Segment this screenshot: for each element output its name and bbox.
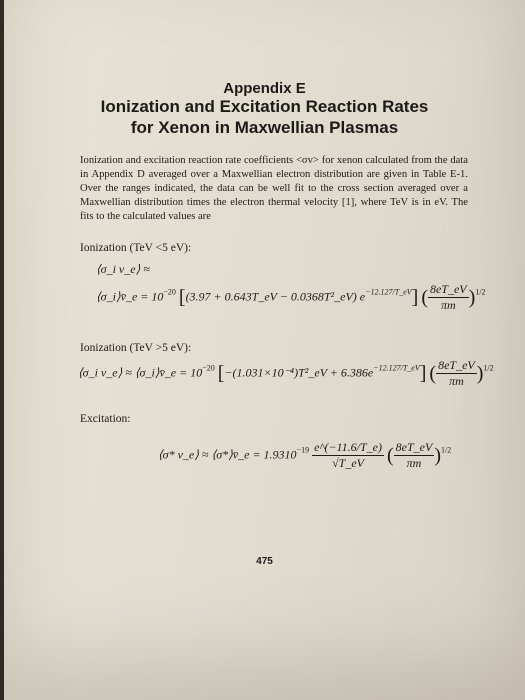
eq3-close-paren: ): [434, 444, 441, 467]
eq1-close-bracket: ]: [411, 286, 419, 309]
eq3-open-paren: (: [387, 444, 394, 467]
eq1-exp-term: e: [359, 289, 366, 304]
appendix-label: Appendix E: [223, 80, 306, 97]
eq1-maxwell-fraction: [428, 282, 469, 313]
eq2-open-bracket: [: [217, 362, 225, 385]
intro-paragraph: Ionization and excitation reaction rate coefficients <σv> for xenon calculated from the data in Appendix D averaged over a Maxwellian electron distribution are given in Table E-1. Over the ranges indicated, the data can be well fit to the cross section averaged over a Maxwellian distribution times the electron thermal velocity [1], where TeV is in eV. The fits to the calculated values are: [80, 155, 468, 223]
eq2-lhs: ⟨σ_i v_e⟩ ≈ ⟨σ_i⟩v̄_e = 10: [78, 365, 203, 380]
eq2-maxwell-fraction: [436, 358, 477, 389]
eq2-coeff-exp: −20: [202, 363, 215, 373]
eq3-lhs: ⟨σ* v_e⟩ ≈ ⟨σ*⟩v̄_e = 1.9310: [158, 447, 297, 462]
excitation-label: Excitation:: [80, 413, 131, 425]
page-number: 475: [256, 556, 273, 567]
eq1-open-paren: (: [421, 286, 428, 309]
eq1-coeff: ⟨σ_i⟩v̄_e = 10: [96, 289, 164, 304]
eq3-frac-num: e^(−11.6/T_e): [314, 440, 382, 454]
ionization-low-label: Ionization (TeV <5 eV):: [80, 242, 192, 254]
eq3-maxwell-power: 1/2: [441, 445, 452, 455]
eq1-bracket: (3.97 + 0.643T_eV − 0.0368T²_eV): [185, 289, 357, 304]
eq2-close-bracket: ]: [419, 362, 427, 385]
eq1-close-paren: ): [468, 286, 476, 309]
eq1-maxwell-den: πm: [440, 298, 456, 312]
ionization-high-label: Ionization (TeV >5 eV):: [80, 342, 192, 354]
eq2-close-paren: ): [476, 362, 484, 385]
eq2-bracket: −(1.031×10⁻⁴)T²_eV + 6.386e: [224, 365, 374, 380]
eq3-maxwell-fraction: [394, 440, 435, 471]
eq3-fraction: [312, 440, 384, 471]
eq3-frac-den: √T_eV: [332, 456, 364, 470]
eq1-exp-power: −12.127/T_eV: [365, 287, 412, 297]
eq1-coeff-exp: −20: [163, 287, 176, 297]
eq3-formula: [158, 440, 458, 488]
eq3-maxwell-den: πm: [406, 456, 422, 470]
title-line-1: Ionization and Excitation Reaction Rates: [100, 97, 429, 116]
eq3-coeff-exp: −19: [296, 445, 310, 455]
eq2-maxwell-den: πm: [449, 374, 464, 388]
eq1-open-bracket: [: [178, 286, 186, 309]
eq1-maxwell-power: 1/2: [475, 287, 486, 297]
book-page: [4, 0, 525, 700]
eq2-maxwell-power: 1/2: [483, 363, 494, 373]
eq2-formula: [78, 358, 508, 398]
eq2-open-paren: (: [429, 362, 437, 385]
eq2-maxwell-num: 8eT_eV: [438, 358, 475, 372]
eq3-maxwell-num: 8eT_eV: [395, 440, 433, 454]
eq1-formula: [96, 282, 491, 318]
eq1-line1: ⟨σ_i v_e⟩ ≈: [96, 262, 150, 276]
title-line-2: for Xenon in Maxwellian Plasmas: [130, 118, 399, 137]
eq2-exp-power: −12.127/T_eV: [373, 363, 420, 373]
eq1-maxwell-num: 8eT_eV: [429, 282, 467, 296]
